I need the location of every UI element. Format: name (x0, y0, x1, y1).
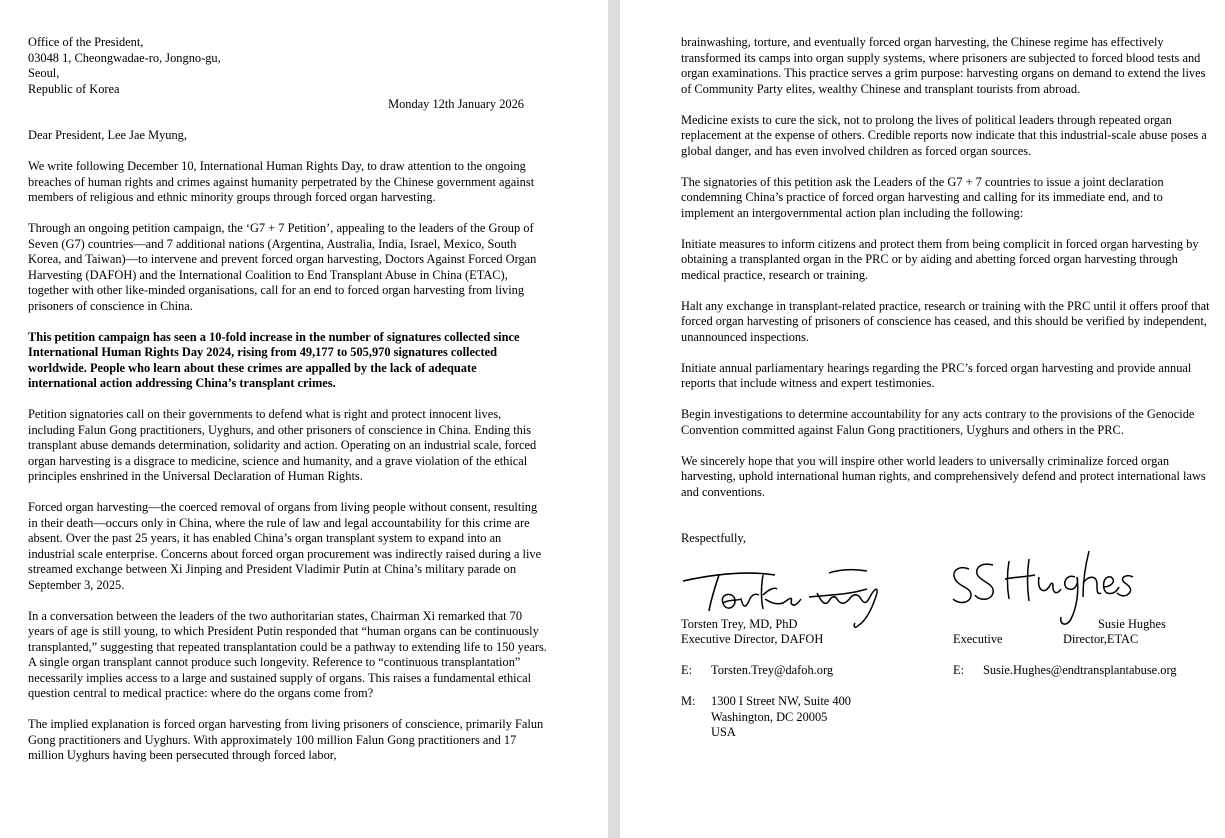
mail-address-line: USA (711, 725, 736, 739)
mail-label: M: (681, 694, 696, 708)
address-line: Republic of Korea (28, 81, 120, 96)
signatory-2-title-right: Director,ETAC (1063, 632, 1139, 646)
signature-block (681, 547, 1211, 757)
signatory-1-mail-row (681, 694, 851, 710)
closing: Respectfully, (681, 531, 746, 545)
paragraph: brainwashing, torture, and eventually forced organ harvesting, the Chinese regime has effectively transformed its camps into organ supply systems, where prisoners are subjected to forced blood tests and organ examinations. This practice serves a grim purpose: harvesting organs on demand to extend the lives of Community Party elites, wealthy Chinese and transplant tourists from abroad. (681, 35, 1206, 96)
signatory-1-email-link[interactable]: Torsten.Trey@dafoh.org (711, 663, 834, 677)
address-line: 03048 1, Cheongwadae-ro, Jongno-gu, (28, 50, 221, 65)
signatory-1-title: Executive Director, DAFOH (681, 632, 824, 646)
paragraph: Through an ongoing petition campaign, the ‘G7 + 7 Petition’, appealing to the leaders of the Group of Seven (G7) countries—and 7 additional nations (Argentina, Australia, India, Israel, Mexico, South Korea, and Taiwan)—to intervene and prevent forced organ harvesting, Doctors Against Forced Organ Harvesting (DAFOH) and the International Coalition to End Transplant Abuse in China (ETAC), together with other like-minded organisations, call for an end to forced organ harvesting from living prisoners of conscience in China. (28, 221, 537, 313)
signatory-2-email-link[interactable]: Susie.Hughes@endtransplantabuse.org (983, 663, 1177, 677)
paragraph: We write following December 10, International Human Rights Day, to draw attention to the ongoing breaches of human rights and crimes against humanity perpetrated by the Chinese government against members of religious and ethnic minority groups through forced organ harvesting. (28, 159, 535, 204)
address-line: Seoul, (28, 66, 60, 80)
email-label: E: (681, 663, 693, 677)
mail-address-line: 1300 I Street NW, Suite 400 (711, 694, 851, 708)
signatory-2-email-row (953, 663, 1177, 679)
signatory-2-name: Susie Hughes (1098, 616, 1166, 631)
paragraph: The implied explanation is forced organ harvesting from living prisoners of conscience, primarily Falun Gong practitioners and Uyghurs. With approximately 100 million Falun Gong practitioners and 17 million Uyghurs having been persecuted through forced labor, (28, 717, 544, 762)
action-item: Begin investigations to determine accountability for any acts contrary to the provisions of the Genocide Convention committed against Falun Gong practitioners, Uyghurs and others in the PRC. (681, 407, 1195, 437)
email-label: E: (953, 663, 965, 677)
signatory-2-title-left: Executive (953, 632, 1003, 646)
action-item: Initiate annual parliamentary hearings regarding the PRC’s forced organ harvesting and provide annual reports that include witness and expert testimonies. (681, 360, 1192, 390)
letter-date: Monday 12th January 2026 (388, 97, 524, 111)
paragraph: The signatories of this petition ask the Leaders of the G7 + 7 countries to issue a joint declaration condemning China’s practice of forced organ harvesting and calling for its immediate end, and to implement an intergovernmental action plan including the following: (681, 174, 1164, 220)
paragraph: Petition signatories call on their governments to defend what is right and protect innocent lives, including Falun Gong practitioners, Uyghurs, and other prisoners of conscience in China. Ending this transplant abuse demands determination, solidarity and action. Operating on an industrial scale, forced organ harvesting is a disgrace to medicine, science and humanity, and a grave violation of the ethical principles enshrined in the Universal Declaration of Human Rights. (28, 407, 537, 483)
paragraph: We sincerely hope that you will inspire other world leaders to universally criminalize forced organ harvesting, uphold international human rights, and comprehensively defend and protect international laws and conventions. (681, 453, 1206, 499)
page-gutter (608, 0, 620, 838)
signatory-1-email-row (681, 663, 833, 679)
paragraph: In a conversation between the leaders of the two authoritarian states, Chairman Xi remarked that 70 years of age is still young, to which President Putin responded that “human organs can be continuously transplanted,” suggesting that repeated transplantation could be a pathway to extending life to 150 years. A single organ transplant cannot produce such longevity. Reference to “continuous transplantation” necessarily implies access to a large and sustained supply of organs. This raises a fundamental ethical question central to medical practice: where do the organs come from? (28, 608, 547, 700)
bold-paragraph: This petition campaign has seen a 10-fold increase in the number of signatures collected since International Human Rights Day 2024, rising from 49,177 to 505,970 signatures collected worldwide. People who learn about these crimes are appalled by the lack of adequate international action addressing China’s transplant crimes. (28, 329, 520, 390)
action-item: Initiate measures to inform citizens and protect them from being complicit in forced organ harvesting by obtaining a transplanted organ in the PRC or by aiding and abetting forced organ harvesting through medical practice, research or training. (681, 236, 1199, 282)
salutation: Dear President, Lee Jae Myung, (28, 128, 187, 142)
page-1-column (28, 35, 548, 764)
recipient-address (28, 35, 548, 97)
paragraph: Forced organ harvesting—the coerced removal of organs from living people without consent, resulting in their death—occurs only in China, where the rule of law and legal accountability for this crime are absent. Over the past 25 years, it has enabled China’s organ transplant system to expand into an industrial scale enterprise. Concerns about forced organ procurement was indirectly raised during a live streamed exchange between Xi Jinping and President Vladimir Putin at China’s military parade on September 3, 2025. (28, 500, 542, 592)
mail-address-line: Washington, DC 20005 (711, 709, 828, 724)
paragraph: Medicine exists to cure the sick, not to prolong the lives of political leaders through repeated organ replacement at the expense of others. Credible reports now indicate that this industrial-scale abuse poses a global danger, and has even involved children as forced organ sources. (681, 112, 1207, 158)
page-2-column (681, 35, 1211, 757)
action-item: Halt any exchange in transplant-related practice, research or training with the PRC until it offers proof that forced organ harvesting of prisoners of conscience has ceased, and this should be verified by independent, unannounced inspections. (681, 298, 1210, 344)
signatory-1-name: Torsten Trey, MD, PhD (681, 616, 798, 631)
letter-page-1 (0, 0, 608, 838)
letter-page-2 (620, 0, 1225, 838)
address-line: Office of the President, (28, 35, 144, 49)
